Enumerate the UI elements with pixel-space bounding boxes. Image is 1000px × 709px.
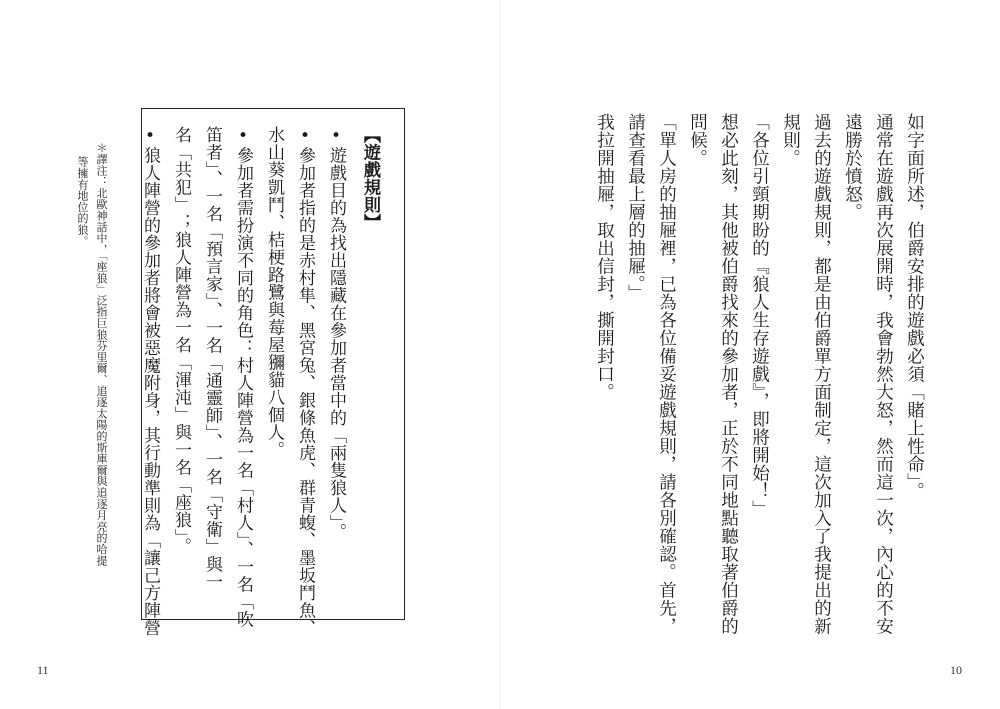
translator-note-line: ＊譯注：北歐神話中，「座狼」泛指巨狼芬里爾、追逐太陽的斯庫爾與追逐月亮的哈提 [95, 142, 108, 566]
body-line: 「各位引頸期盼的『狼人生存遊戲』，即將開始！」 [749, 113, 770, 519]
rule-line: •參加者指的是赤村隼、黑宮兔、銀條魚虎、群青蝮、墨坂鬥魚、 [295, 126, 315, 637]
rule-line: 名「共犯」；狼人陣營為一名「渾沌」與一名「座狼」。 [171, 126, 191, 555]
page-gutter [499, 0, 501, 709]
body-line: 通常在遊戲再次展開時，我會勃然大怒，然而這一次，內心的不安 [873, 113, 894, 635]
body-line: 規則。 [780, 113, 801, 167]
rules-title: 【遊戲規則】 [360, 126, 380, 231]
body-line: 遠勝於憤怒。 [842, 113, 863, 221]
rule-line: •遊戲目的為找出隱藏在參加者當中的「兩隻狼人」。 [326, 126, 346, 541]
body-line: 我拉開抽屜，取出信封，撕開封口。 [594, 113, 615, 401]
rule-line: 水山葵凱鬥、桔梗路鷺與莓屋獼貓八個人。 [264, 126, 284, 459]
body-line: 如字面所述，伯爵安排的遊戲必須「賭上性命」。 [904, 113, 925, 501]
rule-line: •參加者需扮演不同的角色：村人陣營為一名「村人」、一名「吹 [233, 126, 253, 628]
translator-note-line: 等擁有地位的狼。 [76, 156, 89, 247]
rule-line: •狼人陣營的參加者將會被惡魔附身，其行動準則為「讓己方陣營 [140, 126, 160, 637]
body-line: 請查看最上層的抽屜。」 [625, 113, 646, 303]
body-line: 「單人房的抽屜裡，已為各位備妥遊戲規則，請各別確認。首先， [656, 113, 677, 635]
body-line: 問候。 [687, 113, 708, 167]
rule-line: 笛者」、一名「預言家」、一名「通靈師」、一名「守衛」與一 [202, 126, 222, 591]
page-number-right: 10 [950, 663, 962, 677]
page-number-left: 11 [37, 663, 49, 677]
body-line: 想必此刻，其他被伯爵找來的參加者，正於不同地點聽取著伯爵的 [718, 113, 739, 635]
body-line: 過去的遊戲規則，都是由伯爵單方面制定，這次加入了我提出的新 [811, 113, 832, 635]
